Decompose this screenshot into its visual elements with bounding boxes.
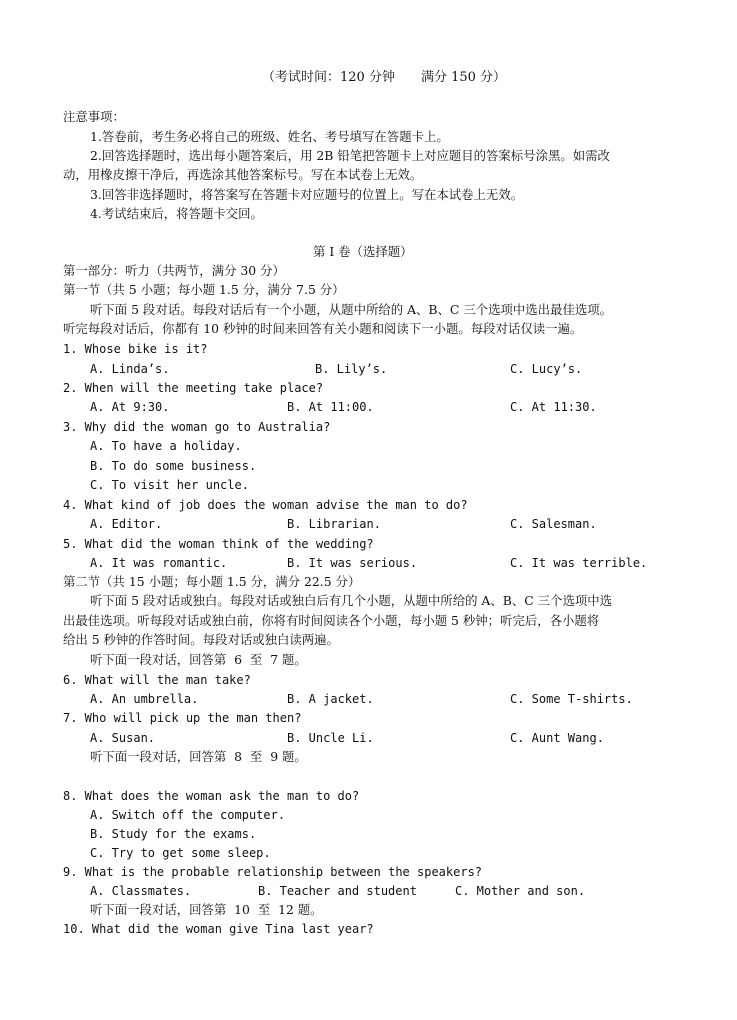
question-3-option-b: B. To do some business. (90, 459, 257, 473)
question-2-stem: 2. When will the meeting take place? (63, 381, 324, 395)
question-4-stem: 4. What kind of job does the woman advise the man to do? (63, 498, 468, 512)
section2-instruction-line-1: 听下面 5 段对话或独白。每段对话或独白后有几个小题，从题中所给的 A、B、C 三个选项中选 (90, 593, 613, 608)
question-5-option-c: C. It was terrible. (510, 556, 648, 570)
question-6-option-c: C. Some T-shirts. (510, 692, 633, 706)
question-2-option-b: B. At 11:00. (287, 400, 374, 414)
section2-instruction-line-2: 出最佳选项。听每段对话或独白前，你将有时间阅读各个小题，每小题 5 秒钟；听完后，各小题将 (63, 613, 600, 628)
question-1-option-c: C. Lucy’s. (510, 362, 583, 376)
question-1-stem: 1. Whose bike is it? (63, 342, 208, 356)
question-5-option-a: A. It was romantic. (90, 556, 228, 570)
question-5-option-b: B. It was serious. (287, 556, 418, 570)
section1-instruction-line-2: 听完每段对话后，你都有 10 秒钟的时间来回答有关小题和阅读下一小题。每段对话仅读一遍。 (63, 321, 583, 336)
exam-info: （考试时间：120 分钟 满分 150 分） (262, 70, 507, 85)
question-8-option-c: C. Try to get some sleep. (90, 846, 271, 860)
question-6-option-a: A. An umbrella. (90, 692, 199, 706)
note-item-3: 3.回答非选择题时，将答案写在答题卡对应题号的位置上。写在本试卷上无效。 (90, 187, 524, 202)
section1-title: 第一节（共 5 小题；每小题 1.5 分，满分 7.5 分） (63, 282, 345, 297)
question-8-stem: 8. What does the woman ask the man to do? (63, 789, 360, 803)
question-9-stem: 9. What is the probable relationship between the speakers? (63, 865, 483, 879)
question-1-option-a: A. Linda’s. (90, 362, 170, 376)
note-item-4: 4.考试结束后，将答题卡交回。 (90, 206, 263, 221)
question-8-option-b: B. Study for the exams. (90, 827, 257, 841)
question-4-option-c: C. Salesman. (510, 517, 597, 531)
question-3-option-a: A. To have a holiday. (90, 439, 242, 453)
question-3-option-c: C. To visit her uncle. (90, 478, 249, 492)
question-2-option-a: A. At 9:30. (90, 400, 170, 414)
dialog-6-7-instruction: 听下面一段对话，回答第 6 至 7 题。 (90, 652, 307, 667)
question-9-option-b: B. Teacher and student (258, 884, 417, 898)
section1-instruction-line-1: 听下面 5 段对话。每段对话后有一个小题，从题中所给的 A、B、C 三个选项中选出最佳选项。 (90, 302, 613, 317)
section2-title: 第二节（共 15 小题；每小题 1.5 分，满分 22.5 分） (63, 574, 361, 589)
notes-title: 注意事项： (63, 109, 125, 124)
note-item-2-line-2: 动，用橡皮擦干净后，再选涂其他答案标号。写在本试卷上无效。 (63, 167, 423, 182)
volume-title: 第 I 卷（选择题） (313, 244, 413, 259)
section2-instruction-line-3: 给出 5 秒钟的作答时间。每段对话或独白读两遍。 (63, 632, 339, 647)
question-5-stem: 5. What did the woman think of the wedding? (63, 537, 374, 551)
note-item-1: 1.答卷前，考生务必将自己的班级、姓名、考号填写在答题卡上。 (90, 129, 449, 144)
question-8-option-a: A. Switch off the computer. (90, 808, 286, 822)
question-7-stem: 7. Who will pick up the man then? (63, 711, 302, 725)
question-6-stem: 6. What will the man take? (63, 673, 251, 687)
question-9-option-c: C. Mother and son. (455, 884, 586, 898)
question-4-option-a: A. Editor. (90, 517, 163, 531)
question-7-option-b: B. Uncle Li. (287, 731, 374, 745)
dialog-8-9-instruction: 听下面一段对话，回答第 8 至 9 题。 (90, 749, 307, 764)
part1-title: 第一部分：听力（共两节，满分 30 分） (63, 263, 285, 278)
question-9-option-a: A. Classmates. (90, 884, 192, 898)
question-2-option-c: C. At 11:30. (510, 400, 597, 414)
question-4-option-b: B. Librarian. (287, 517, 381, 531)
question-6-option-b: B. A jacket. (287, 692, 374, 706)
note-item-2-line-1: 2.回答选择题时，选出每小题答案后，用 2B 铅笔把答题卡上对应题目的答案标号涂黑。如需改 (90, 148, 610, 163)
question-7-option-c: C. Aunt Wang. (510, 731, 604, 745)
question-1-option-b: B. Lily’s. (315, 362, 388, 376)
question-3-stem: 3. Why did the woman go to Australia? (63, 420, 331, 434)
question-10-stem: 10. What did the woman give Tina last year? (63, 922, 374, 936)
question-7-option-a: A. Susan. (90, 731, 156, 745)
dialog-10-12-instruction: 听下面一段对话，回答第 10 至 12 题。 (90, 902, 323, 917)
